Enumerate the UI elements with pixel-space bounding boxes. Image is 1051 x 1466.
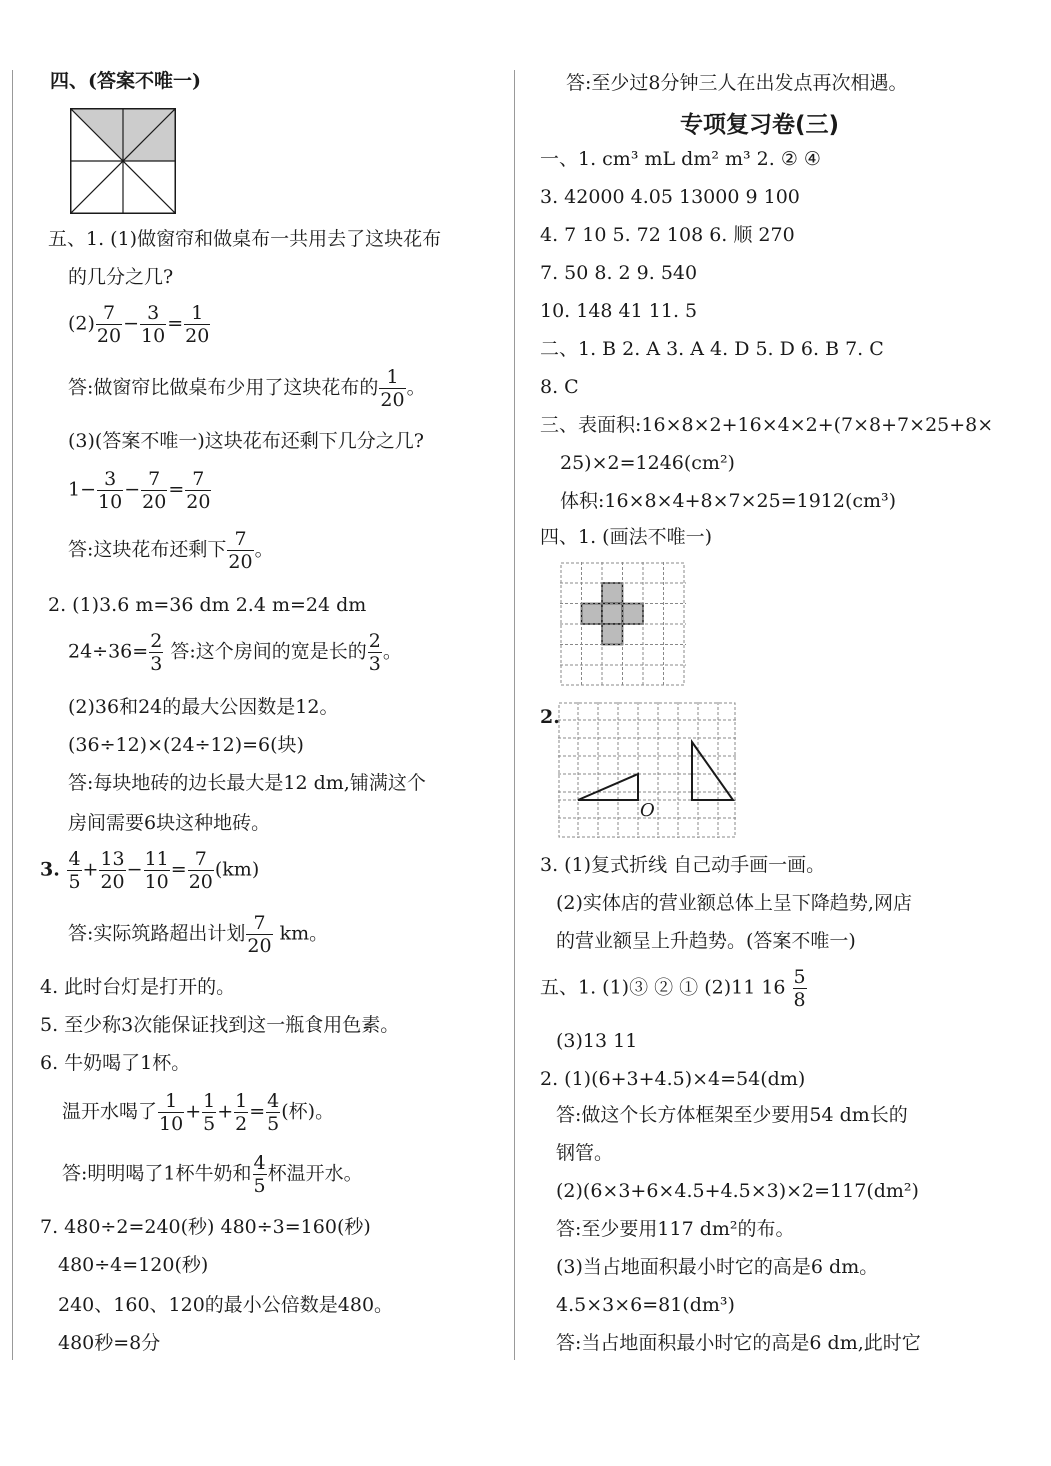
q5-2-line1: 2. (1)3.6 m=36 dm 2.4 m=24 dm xyxy=(48,594,367,616)
r-q5-1-line2: (3)13 11 xyxy=(556,1030,638,1052)
q5-2-answer2: 房间需要6块这种地砖。 xyxy=(68,812,271,834)
r-q5-2-line7: 4.5×3×6=81(dm³) xyxy=(556,1294,735,1316)
r-q1-line2: 3. 42000 4.05 13000 9 100 xyxy=(540,186,800,208)
q5-7-line1: 7. 480÷2=240(秒) 480÷3=160(秒) xyxy=(40,1216,371,1238)
origin-label: O xyxy=(640,800,655,821)
q5-2-answer1: 答:每块地砖的边长最大是12 dm,铺满这个 xyxy=(68,772,426,794)
section-4-heading: 四、(答案不唯一) xyxy=(50,70,201,92)
q5-7-line4: 480秒=8分 xyxy=(58,1332,161,1354)
r-q3-line2: 25)×2=1246(cm²) xyxy=(560,452,735,474)
r-q5-2-line5: 答:至少要用117 dm²的布。 xyxy=(556,1218,795,1240)
r-q4-3-line2: (2)实体店的营业额总体上呈下降趋势,网店 xyxy=(556,892,912,914)
r-q5-2-line3: 钢管。 xyxy=(556,1142,614,1164)
q5-2-ratio: 24÷36= $\frac{2}{3}$ 答:这个房间的宽是长的 $\frac{2}{3}$ 。 xyxy=(68,630,402,675)
r-q2-line1: 二、1. B 2. A 3. A 4. D 5. D 6. B 7. C xyxy=(540,338,884,360)
q5-1-3-answer: 答:这块花布还剩下 $\frac{7}{20}$ 。 xyxy=(68,528,274,573)
q5-4: 4. 此时台灯是打开的。 xyxy=(40,976,236,998)
q5-6-answer: 答:明明喝了1杯牛奶和 $\frac{4}{5}$ 杯温开水。 xyxy=(62,1152,363,1197)
q5-1-line1: 五、1. (1)做窗帘和做桌布一共用去了这块花布 xyxy=(48,228,442,250)
prev-answer-tail: 答:至少过8分钟三人在出发点再次相遇。 xyxy=(566,72,908,94)
r-q5-1-line1: 五、1. (1)③ ② ① (2)11 16 $\frac{5}{8}$ xyxy=(540,966,806,1011)
r-q4-2-label: 2. xyxy=(540,706,560,728)
q5-2-gcd: (2)36和24的最大公因数是12。 xyxy=(68,696,339,718)
column-divider xyxy=(514,70,515,1360)
r-q5-2-line4: (2)(6×3+6×4.5+4.5×3)×2=117(dm²) xyxy=(556,1180,919,1202)
q5-7-line3: 240、160、120的最小公倍数是480。 xyxy=(58,1294,394,1316)
q5-6-equation: 温开水喝了 $\frac{1}{10}$ + $\frac{1}{5}$ + $\frac{1}{2}$ = $\frac{4}{5}$ (杯)。 xyxy=(62,1090,335,1135)
q5-1-line2: 的几分之几? xyxy=(68,266,174,288)
r-q1-line4: 7. 50 8. 2 9. 540 xyxy=(540,262,698,284)
q5-5: 5. 至少称3次能保证找到这一瓶食用色素。 xyxy=(40,1014,400,1036)
cross-shape-grid xyxy=(560,562,686,686)
r-q5-2-line8: 答:当占地面积最小时它的高是6 dm,此时它 xyxy=(556,1332,921,1354)
q5-1-2-equation: (2) $\frac{7}{20}$ − $\frac{3}{10}$ = $\frac{1}{20}$ xyxy=(68,302,210,347)
q5-3-answer: 答:实际筑路超出计划 $\frac{7}{20}$ km。 xyxy=(68,912,329,957)
r-q1-line1: 一、1. cm³ mL dm² m³ 2. ② ④ xyxy=(540,148,821,170)
r-q1-line5: 10. 148 41 11. 5 xyxy=(540,300,698,322)
r-q5-2-line6: (3)当占地面积最小时它的高是6 dm。 xyxy=(556,1256,879,1278)
square-division-figure xyxy=(70,108,176,214)
r-q3-line1: 三、表面积:16×8×2+16×4×2+(7×8+7×25+8× xyxy=(540,414,994,436)
r-q5-2-line1: 2. (1)(6+3+4.5)×4=54(dm) xyxy=(540,1068,806,1090)
section-title: 专项复习卷(三) xyxy=(680,112,840,138)
q5-1-3-question: (3)(答案不唯一)这块花布还剩下几分之几? xyxy=(68,430,424,452)
q5-6-line1: 6. 牛奶喝了1杯。 xyxy=(40,1052,191,1074)
r-q4-heading: 四、1. (画法不唯一) xyxy=(540,526,712,548)
r-q2-line2: 8. C xyxy=(540,376,579,398)
q5-1-3-equation: 1− $\frac{3}{10}$ − $\frac{7}{20}$ = $\frac{7}{20}$ xyxy=(68,468,211,513)
r-q5-2-line2: 答:做这个长方体框架至少要用54 dm长的 xyxy=(556,1104,908,1126)
r-q4-3-line3: 的营业额呈上升趋势。(答案不唯一) xyxy=(556,930,856,952)
r-q1-line3: 4. 7 10 5. 72 108 6. 顺 270 xyxy=(540,224,795,246)
r-q4-3-line1: 3. (1)复式折线 自己动手画一画。 xyxy=(540,854,826,876)
r-q3-line3: 体积:16×8×4+8×7×25=1912(cm³) xyxy=(560,490,897,512)
q5-3-equation: 3. $\frac{4}{5}$ + $\frac{13}{20}$ − $\frac{11}{10}$ = $\frac{7}{20}$ (km) xyxy=(40,848,260,893)
q5-1-2-answer: 答:做窗帘比做桌布少用了这块花布的 $\frac{1}{20}$ 。 xyxy=(68,366,426,411)
q5-2-calc: (36÷12)×(24÷12)=6(块) xyxy=(68,734,304,756)
left-margin-rule xyxy=(12,70,13,1360)
q5-7-line2: 480÷4=120(秒) xyxy=(58,1254,209,1276)
